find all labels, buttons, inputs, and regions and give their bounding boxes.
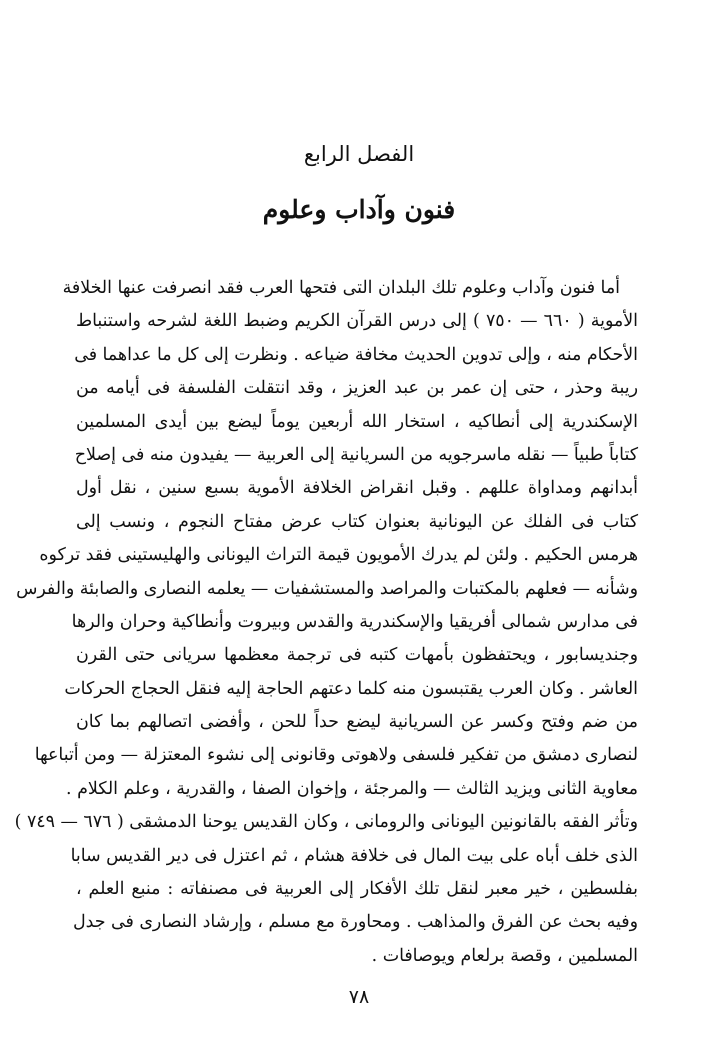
text-line: لنصارى دمشق من تفكير فلسفى ولاهوتى وقانونى إلى نشوء المعتزلة — ومن أتباعها xyxy=(34,745,638,766)
text-line: الأموية ( ٦٦٠ — ٧٥٠ ) إلى درس القرآن الكريم وضبط اللغة لشرحه واستنباط xyxy=(76,311,638,332)
text-line: وتأثر الفقه بالقانونين اليونانى والرومانى ، وكان القديس يوحنا الدمشقى ( ٦٧٦ — ٧٤٩ ) xyxy=(14,812,638,833)
text-line: وجنديسابور ، ويحتفظون بأمهات كتبه فى ترجمة معظمها سريانى حتى القرن xyxy=(76,645,638,666)
text-line: الإسكندرية إلى أنطاكيه ، استخار الله أربعين يوماً ليضع بين أيدى المسلمين xyxy=(76,411,638,432)
text-line: بفلسطين ، خير معبر لنقل تلك الأفكار إلى العربية فى مصنفاته : منبع العلم ، xyxy=(76,879,638,900)
text-line: وفيه بحث عن الفرق والمذاهب . ومحاورة مع مسلم ، وإرشاد النصارى فى جدل xyxy=(72,912,638,933)
body-paragraph xyxy=(14,272,638,973)
text-line: الذى خلف أباه على بيت المال فى خلافة هشام ، ثم اعتزل فى دير القديس سابا xyxy=(70,845,638,866)
text-line: معاوية الثانى ويزيد الثالث — والمرجئة ، وإخوان الصفا ، والقدرية ، وعلم الكلام . xyxy=(66,778,638,799)
text-line: أبدانهم ومداواة عللهم . وقبل انقراض الخلافة الأموية بسبع سنين ، نقل أول xyxy=(76,478,638,499)
text-line: الأحكام منه ، وإلى تدوين الحديث مخافة ضياعه . ونظرت إلى كل ما عداهما فى xyxy=(74,344,638,365)
chapter-label: الفصل الرابع xyxy=(303,142,415,166)
text-line: ريبة وحذر ، حتى إن عمر بن عبد العزيز ، وقد انتقلت الفلسفة فى أيامه من xyxy=(76,378,638,399)
text-line: العاشر . وكان العرب يقتبسون منه كلما دعتهم الحاجة إليه فنقل الحجاج الحركات xyxy=(64,678,638,699)
text-line: أما فنون وآداب وعلوم تلك البلدان التى فتحها العرب فقد انصرفت عنها الخلافة xyxy=(62,278,620,298)
text-line: هرمس الحكيم . ولئن لم يدرك الأمويون قيمة التراث اليونانى والهليستينى فقد تركوه xyxy=(39,545,638,566)
text-line: فى مدارس شمالى أفريقيا والإسكندرية والقدس وبيروت وأنطاكية وحران والرها xyxy=(71,611,638,632)
text-line: كتاباً طبياً — نقله ماسرجويه من السريانية إلى العربية — يفيدون منه فى إصلاح xyxy=(74,444,638,465)
page-number: ٧٨ xyxy=(348,986,370,1008)
chapter-title: فنون وآداب وعلوم xyxy=(262,195,456,224)
text-line: من ضم وفتح وكسر عن السريانية ليضع حداً للحن ، وأفضى اتصالهم بما كان xyxy=(76,712,638,733)
text-line: وشأنه — فعلهم بالمكتبات والمراصد والمستشفيات — يعلمه النصارى والصابئة والفرس xyxy=(16,578,638,599)
text-line: كتاب فى الفلك عن اليونانية بعنوان كتاب عرض مفتاح النجوم ، ونسب إلى xyxy=(76,511,638,532)
text-line: المسلمين ، وقصة برلعام ويوصافات . xyxy=(371,945,638,966)
